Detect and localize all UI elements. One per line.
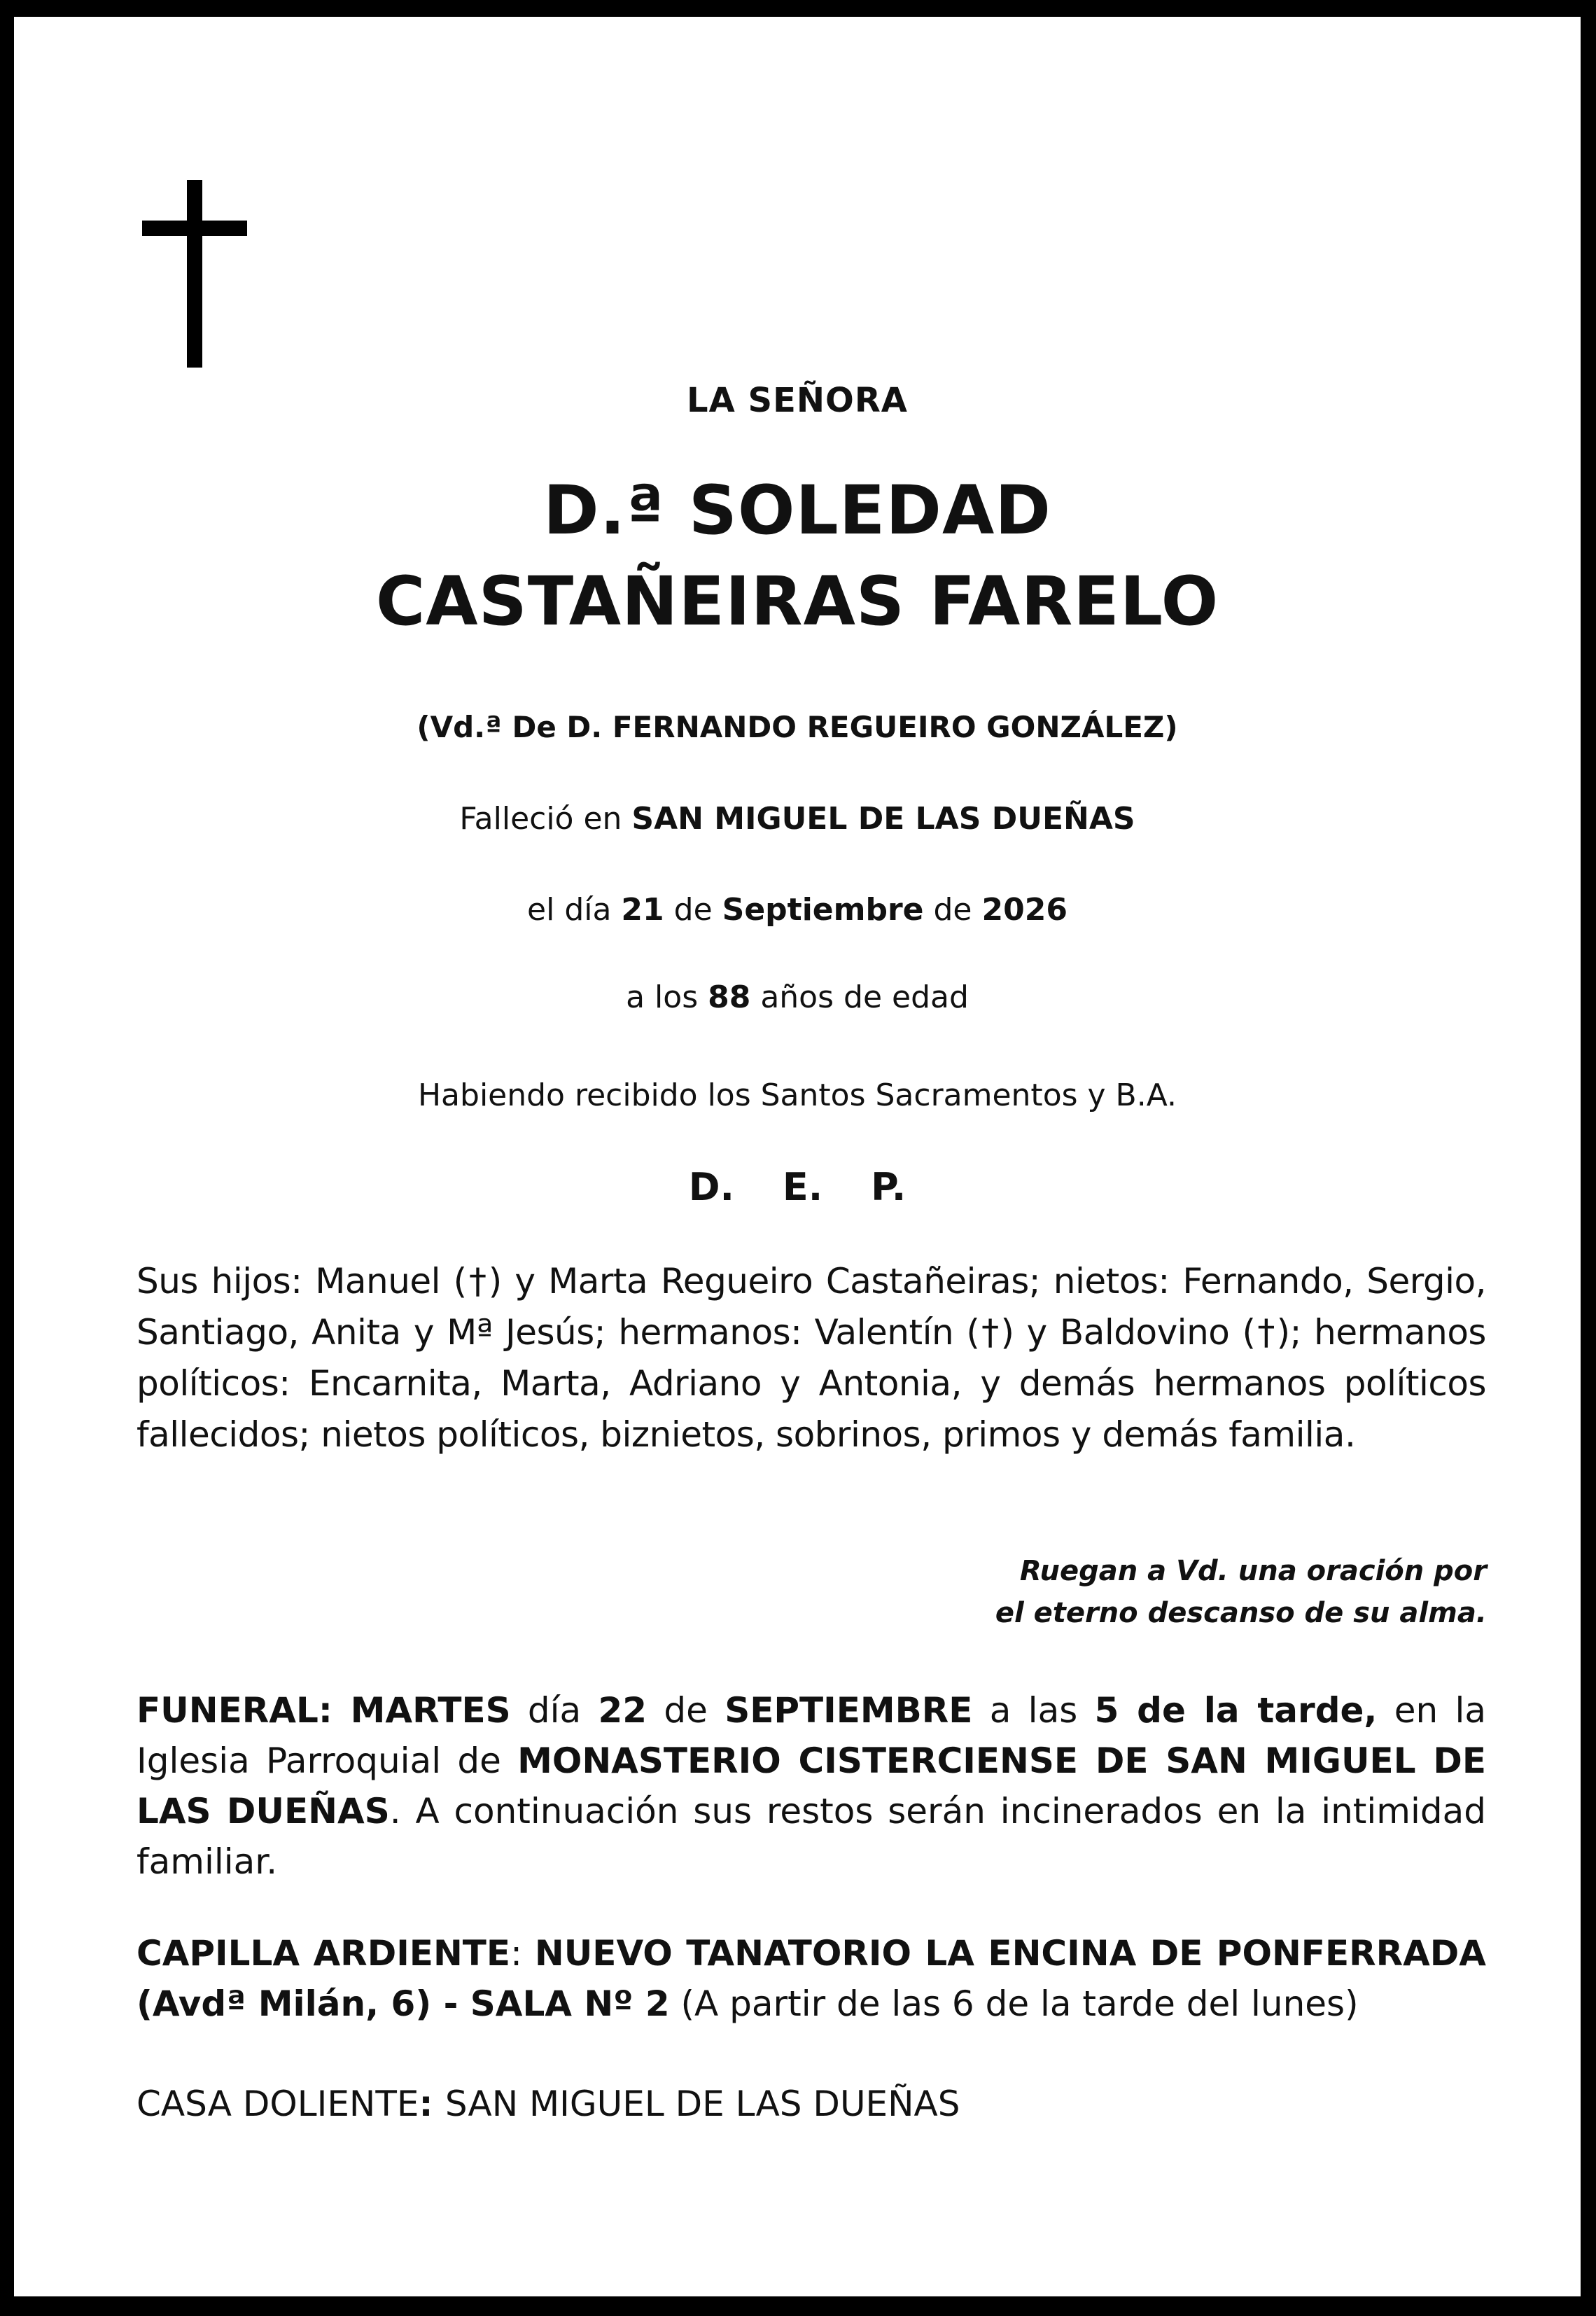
mourning-house-colon: : [419,2084,445,2124]
name-line-1: D.ª SOLEDAD [543,471,1051,550]
date-month: Septiembre [722,892,924,928]
funeral-day: 22 [598,1690,648,1731]
prayer-request [647,1550,1487,1634]
prayer-line-2: el eterno descanso de su alma. [995,1597,1487,1629]
widow-note: (Vd.ª De D. FERNANDO REGUEIRO GONZÁLEZ) [416,710,1178,744]
age-suffix: años de edad [750,979,969,1015]
death-place-prefix: Falleció en [459,801,632,837]
chapel-note: (A partir de las 6 de la tarde del lunes) [669,1983,1359,2024]
death-place: SAN MIGUEL DE LAS DUEÑAS [631,801,1135,837]
funeral-church: MONASTERIO CISTERCIENSE DE SAN MIGUEL DE LAS DUEÑAS [136,1741,1486,1832]
funeral-text-2: de [647,1690,725,1731]
date-de-2: de [923,892,982,928]
date-day: 21 [621,892,664,928]
family-paragraph: Sus hijos: Manuel (†) y Marta Regueiro Castañeiras; nietos: Fernando, Sergio, Santiago, Anita y Mª Jesús; hermanos: Valentín (†) y Baldovino (†); hermanos políticos: Encarnita, Marta, Adriano y Antonia, y demás hermanos políticos fallecidos; nietos políticos, biznietos, sobrinos, primos y demás familia. [136,1261,1486,1455]
age-prefix: a los [626,979,708,1015]
funeral-text-1: día [510,1690,598,1731]
age-line [14,979,1581,1015]
funeral-paragraph [136,1685,1486,1887]
death-place-line [14,801,1581,837]
obituary-card [14,17,1581,2296]
name-line-2: CASTAÑEIRAS FARELO [375,562,1219,641]
date-prefix: el día [527,892,622,928]
chapel-paragraph [136,1928,1486,2029]
funeral-text-4: en la Iglesia Parroquial de [136,1690,1486,1781]
mourning-house-label: CASA DOLIENTE [136,2084,419,2124]
funeral-time: 5 de la tarde, [1094,1690,1378,1731]
deceased-name [14,465,1581,647]
cross-icon [142,180,247,368]
sacraments-line: Habiendo recibido los Santos Sacramentos y B.A. [417,1077,1177,1113]
chapel-label: CAPILLA ARDIENTE [136,1933,511,1974]
funeral-text-3: a las [972,1690,1095,1731]
mourning-house-paragraph [136,2079,1486,2129]
mourning-house-place: SAN MIGUEL DE LAS DUEÑAS [444,2084,960,2124]
death-date-line [14,892,1581,928]
date-de-1: de [664,892,722,928]
funeral-month: SEPTIEMBRE [724,1690,973,1731]
chapel-place: NUEVO TANATORIO LA ENCINA DE PONFERRADA (Avdª Milán, 6) - SALA Nº 2 [136,1933,1487,2024]
dep-line: D. E. P. [688,1165,906,1209]
chapel-colon: : [510,1933,535,1974]
age-value: 88 [708,979,751,1015]
heading: LA SEÑORA [687,381,908,420]
funeral-text-5: . A continuación sus restos serán incinerados en la intimidad familiar. [136,1791,1486,1882]
prayer-line-1: Ruegan a Vd. una oración por [1019,1555,1487,1587]
date-year: 2026 [981,892,1068,928]
funeral-label: FUNERAL: MARTES [136,1690,511,1731]
